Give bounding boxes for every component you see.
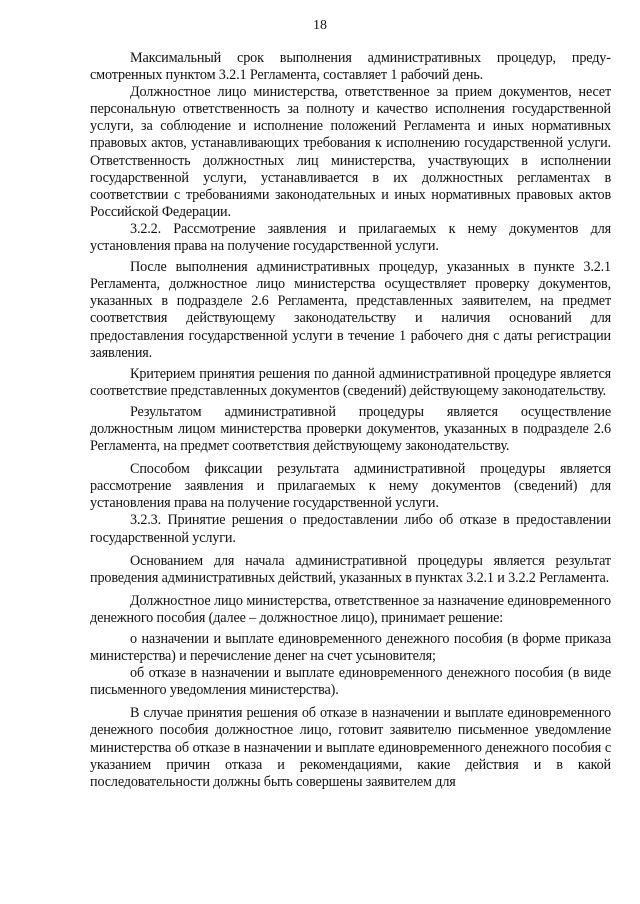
- paragraph-official-responsibility: Должностное лицо министерства, ответственное за прием документов, несет персональную ответственность за полноту и качество исполнения государственной услуги, за соблюдение и исполнение положений Регламента и иных нормативных правовых актов, устанавливающих требования к исполнению государственной услуги. Ответственность должностных лиц министерства, участвующих в исполнении государственной услуги, устанавливается в их должностных регламентах в соответствии с требованиями законодательных и иных нормативных правовых актов Российской Федерации.: [90, 84, 611, 220]
- document-body: [90, 50, 611, 791]
- paragraph-document-check: После выполнения административных процедур, указанных в пункте 3.2.1 Регламента, должностное лицо министерства осуществляет проверку документов, указанных в подразделе 2.6 Регламента, представленных заявителем, на предмет соответствия действующему законодательству и наличия оснований для предоставления государственной услуги в течение 1 рабочего дня с даты регистрации заявления.: [90, 259, 611, 361]
- paragraph-result-recording: Способом фиксации результата административной процедуры является рассмотрение заявления и прилагаемых к нему документов (сведений) для установления права на получение государственной услуги.: [90, 461, 611, 512]
- paragraph-decision-criterion: Критерием принятия решения по данной административной процедуре является соответствие представленных документов (сведений) действующему законодательству.: [90, 365, 611, 399]
- paragraph-official-decision: Должностное лицо министерства, ответственное за назначение единовременного денежного пособия (далее – должностное лицо), принимает решение:: [90, 592, 611, 626]
- paragraph-procedure-basis: Основанием для начала административной процедуры является результат проведения административных действий, указанных в пунктах 3.2.1 и 3.2.2 Регламента.: [90, 552, 611, 586]
- paragraph-refusal-notice: В случае принятия решения об отказе в назначении и выплате единовременного денежного пособия должностное лицо, готовит заявителю письменное уведомление министерства об отказе в назначении и выплате единовременного денежного пособия с указанием причин отказа и рекомендациями, какие действия и в какой последовательности должны быть совершены заявителем для: [90, 705, 611, 790]
- page-number: 18: [313, 18, 327, 33]
- paragraph-decision-refusal: об отказе в назначении и выплате единовременного денежного пособия (в виде письменного уведомления министерства).: [90, 665, 611, 699]
- paragraph-decision-grant: о назначении и выплате единовременного денежного пособия (в форме приказа министерства) и перечисление денег на счет усыновителя;: [90, 631, 611, 665]
- paragraph-section-3-2-3: 3.2.3. Принятие решения о предоставлении либо об отказе в предоставлении государственной услуги.: [90, 512, 611, 546]
- paragraph-section-3-2-2: 3.2.2. Рассмотрение заявления и прилагаемых к нему документов для установления права на получение государственной услуги.: [90, 220, 611, 255]
- paragraph-max-duration: Максимальный срок выполнения административных процедур, предусмотренных пунктом 3.2.1 Регламента, составляет 1 рабочий день.: [90, 50, 611, 84]
- paragraph-procedure-result: Результатом административной процедуры является осуществление должностным лицом министерства проверки документов, указанных в подразделе 2.6 Регламента, на предмет соответствия действующему законодательству.: [90, 403, 611, 455]
